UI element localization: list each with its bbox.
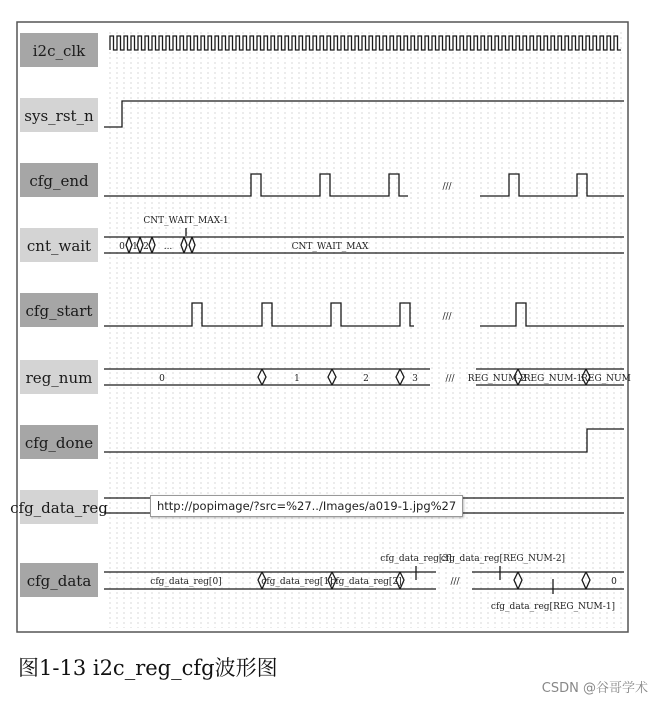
cnt-wait-value-0: 0 [119, 242, 125, 252]
reg-num-value-reg-num: REG_NUM [581, 374, 631, 384]
cfg-end-waveform-left [104, 174, 408, 196]
cnt-wait-edge-4 [181, 237, 187, 253]
cfg-data-edge-4 [514, 572, 522, 589]
reg-num-bus-left [104, 369, 430, 385]
gap-mark-reg-num: /// [445, 374, 455, 384]
csdn-watermark: CSDN @谷哥学术 [541, 681, 648, 696]
label-cnt-wait: cnt_wait [26, 237, 92, 255]
sys-rst-n-waveform [104, 101, 624, 127]
cfg-data-annotation-reg-num-2: cfg_data_reg[REG_NUM-2] [440, 554, 566, 564]
gap-mark-cfg-data: /// [450, 577, 460, 587]
label-cfg-end: cfg_end [29, 172, 89, 190]
reg-num-value-3: 3 [412, 374, 418, 384]
reg-num-value-0: 0 [159, 374, 165, 384]
label-cfg-done: cfg_done [24, 434, 94, 452]
cnt-wait-edge-1 [126, 237, 132, 253]
label-cfg-start: cfg_start [25, 302, 93, 320]
cnt-wait-edge-2 [137, 237, 143, 253]
cfg-start-waveform-right [480, 303, 624, 326]
reg-num-edge-2 [328, 369, 336, 385]
cfg-data-edge-5 [582, 572, 590, 589]
cnt-wait-value-1: 1 [132, 242, 138, 252]
i2c-clk-waveform [110, 36, 621, 50]
label-i2c-clk: i2c_clk [32, 42, 86, 60]
cnt-wait-value-max: CNT_WAIT_MAX [291, 242, 369, 252]
signal-label-column [10, 33, 108, 597]
cfg-done-waveform [104, 429, 624, 452]
cfg-data-value-2: cfg_data_reg[2] [330, 577, 402, 587]
grid-lines [110, 32, 621, 628]
cfg-data-value-0: cfg_data_reg[0] [150, 577, 222, 587]
figure-caption: 图1-13 i2c_reg_cfg波形图 [18, 656, 278, 680]
cnt-wait-annotation: CNT_WAIT_MAX-1 [143, 216, 229, 226]
label-cfg-data-reg: cfg_data_reg [10, 499, 108, 517]
gap-mark-cfg-end: /// [442, 182, 452, 192]
gap-mark-cfg-start: /// [442, 312, 452, 322]
label-reg-num: reg_num [25, 369, 93, 387]
cfg-end-waveform-right [480, 174, 624, 196]
cfg-start-waveform-left [104, 303, 414, 326]
cnt-wait-value-2: 2 [143, 242, 149, 252]
reg-num-value-1: 1 [294, 374, 300, 384]
cfg-data-annotation-reg-num-1: cfg_data_reg[REG_NUM-1] [490, 602, 616, 612]
reg-num-value-reg-num-2: REG_NUM-2 [467, 374, 527, 384]
label-cfg-data: cfg_data [26, 572, 92, 590]
image-url-tooltip: http://popimage/?src=%27../Images/a019-1.jpg%27 [150, 495, 463, 517]
reg-num-edge-1 [258, 369, 266, 385]
diagram-frame [17, 22, 628, 632]
cfg-data-value-1: cfg_data_reg[1] [261, 577, 333, 587]
cnt-wait-edge-3 [149, 237, 155, 253]
cfg-data-bus-right [472, 572, 624, 589]
reg-num-value-2: 2 [363, 374, 369, 384]
cfg-data-value-last: 0 [611, 577, 617, 587]
cnt-wait-edge-5 [189, 237, 195, 253]
cfg-data-annotation-reg3: cfg_data_reg[3] [380, 554, 452, 564]
cnt-wait-value-ellipsis: ... [163, 242, 173, 252]
reg-num-value-reg-num-1: REG_NUM-1 [523, 374, 583, 384]
label-sys-rst-n: sys_rst_n [24, 107, 94, 125]
